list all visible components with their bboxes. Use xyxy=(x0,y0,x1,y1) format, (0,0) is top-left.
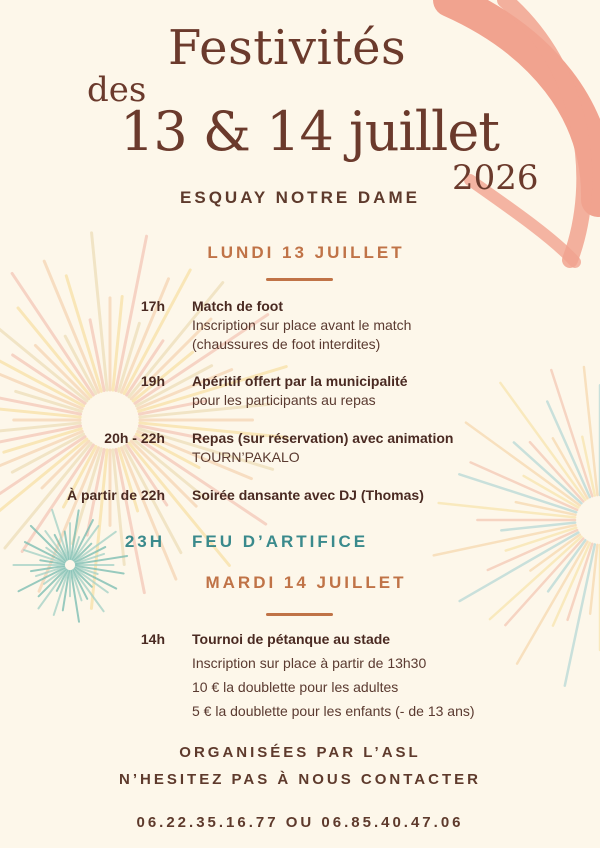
title-festivites: Festivités xyxy=(168,20,407,76)
event-time: À partir de 22h xyxy=(66,487,165,503)
firework-burst-icon xyxy=(434,355,600,685)
event-title: Match de foot xyxy=(192,298,283,314)
event-time: 14h xyxy=(140,631,165,647)
event-detail: pour les participants au repas xyxy=(192,392,376,408)
fireworks-time: 23H xyxy=(124,532,165,551)
event-time: 19h xyxy=(140,373,165,389)
day2-title: MARDI 14 JUILLET xyxy=(205,573,407,592)
event-title: Tournoi de pétanque au stade xyxy=(192,631,391,647)
title-des: des xyxy=(87,70,147,110)
event-title: Soirée dansante avec DJ (Thomas) xyxy=(192,487,424,503)
organizer-line: ORGANISÉES PAR L’ASL xyxy=(179,744,421,761)
event-time: 20h - 22h xyxy=(104,430,165,446)
event-detail: (chaussures de foot interdites) xyxy=(192,336,381,352)
fireworks-label: FEU D’ARTIFICE xyxy=(192,532,369,551)
title-year: 2026 xyxy=(452,158,539,198)
event-detail: 5 € la doublette pour les enfants (- de 13 ans) xyxy=(192,703,475,719)
event-detail: 10 € la doublette pour les adultes xyxy=(192,679,399,695)
event-detail: Inscription sur place à partir de 13h30 xyxy=(192,655,427,671)
day1-divider xyxy=(266,278,333,281)
village-name: ESQUAY NOTRE DAME xyxy=(180,188,420,207)
title-dates: 13 & 14 juillet xyxy=(120,100,499,163)
event-time: 17h xyxy=(140,298,165,314)
day2-divider xyxy=(266,613,333,616)
day1-title: LUNDI 13 JUILLET xyxy=(207,243,405,262)
phone-numbers: 06.22.35.16.77 OU 06.85.40.47.06 xyxy=(136,814,464,831)
event-detail: TOURN’PAKALO xyxy=(192,449,300,465)
event-detail: Inscription sur place avant le match xyxy=(192,317,412,333)
contact-line: N’HESITEZ PAS À NOUS CONTACTER xyxy=(119,771,481,788)
event-title: Apéritif offert par la municipalité xyxy=(192,373,408,389)
event-title: Repas (sur réservation) avec animation xyxy=(192,430,454,446)
